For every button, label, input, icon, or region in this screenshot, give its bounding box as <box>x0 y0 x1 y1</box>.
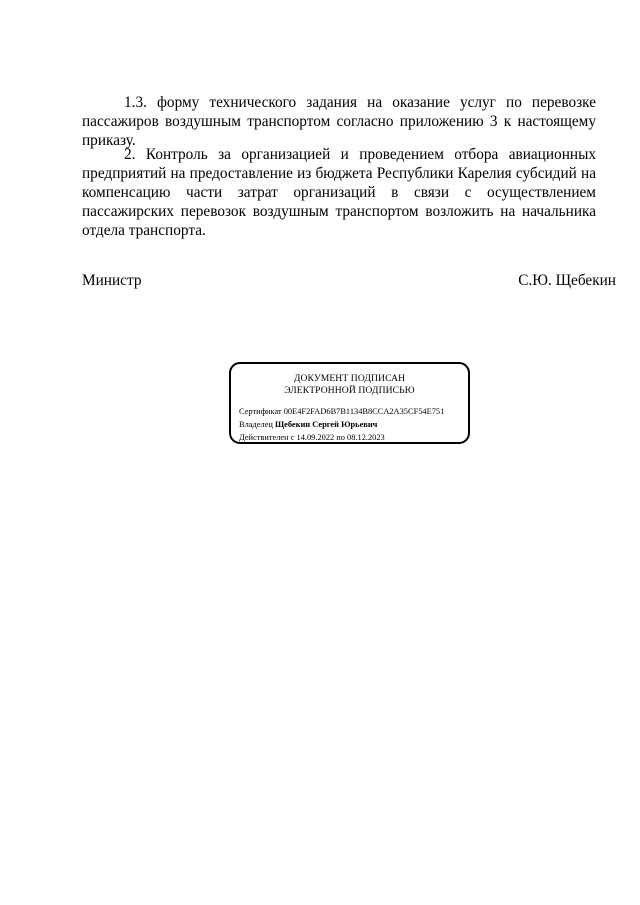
stamp-title-line-2: ЭЛЕКТРОННОЙ ПОДПИСЬЮ <box>284 385 415 396</box>
stamp-certificate <box>239 407 444 416</box>
signatory-position: Министр <box>82 272 142 289</box>
stamp-validity <box>239 433 385 442</box>
certificate-value: 00E4F2FAD6B7B1134B8CCA2A35CF54E751 <box>283 407 445 416</box>
electronic-signature-stamp <box>229 362 470 444</box>
valid-from-label: с <box>290 433 295 442</box>
owner-label: Владелец <box>239 420 273 429</box>
stamp-title-line-1: ДОКУМЕНТ ПОДПИСАН <box>293 373 406 384</box>
paragraph-1-3: 1.3. форму технического задания на оказание услуг по перевозке пассажиров воздушным транспортом согласно приложению 3 к настоящему приказу. <box>82 94 596 149</box>
valid-from: 14.09.2022 <box>296 433 335 442</box>
stamp-title <box>231 373 468 397</box>
valid-label: Действителен <box>239 433 289 442</box>
valid-to: 08.12.2023 <box>347 433 385 442</box>
stamp-owner <box>239 420 377 429</box>
signatory-name: С.Ю. Щебекин <box>518 272 616 289</box>
certificate-label: Сертификат <box>239 407 282 416</box>
valid-to-label: по <box>336 433 345 442</box>
owner-value: Щебекин Сергей Юрьевич <box>274 420 378 429</box>
paragraph-2: 2. Контроль за организацией и проведением отбора авиационных предприятий на предоставление из бюджета Республики Карелия субсидий на компенсацию части затрат организаций в связи с осуществлением пассажирских перевозок воздушным транспортом возложить на начальника отдела транспорта. <box>82 146 596 239</box>
